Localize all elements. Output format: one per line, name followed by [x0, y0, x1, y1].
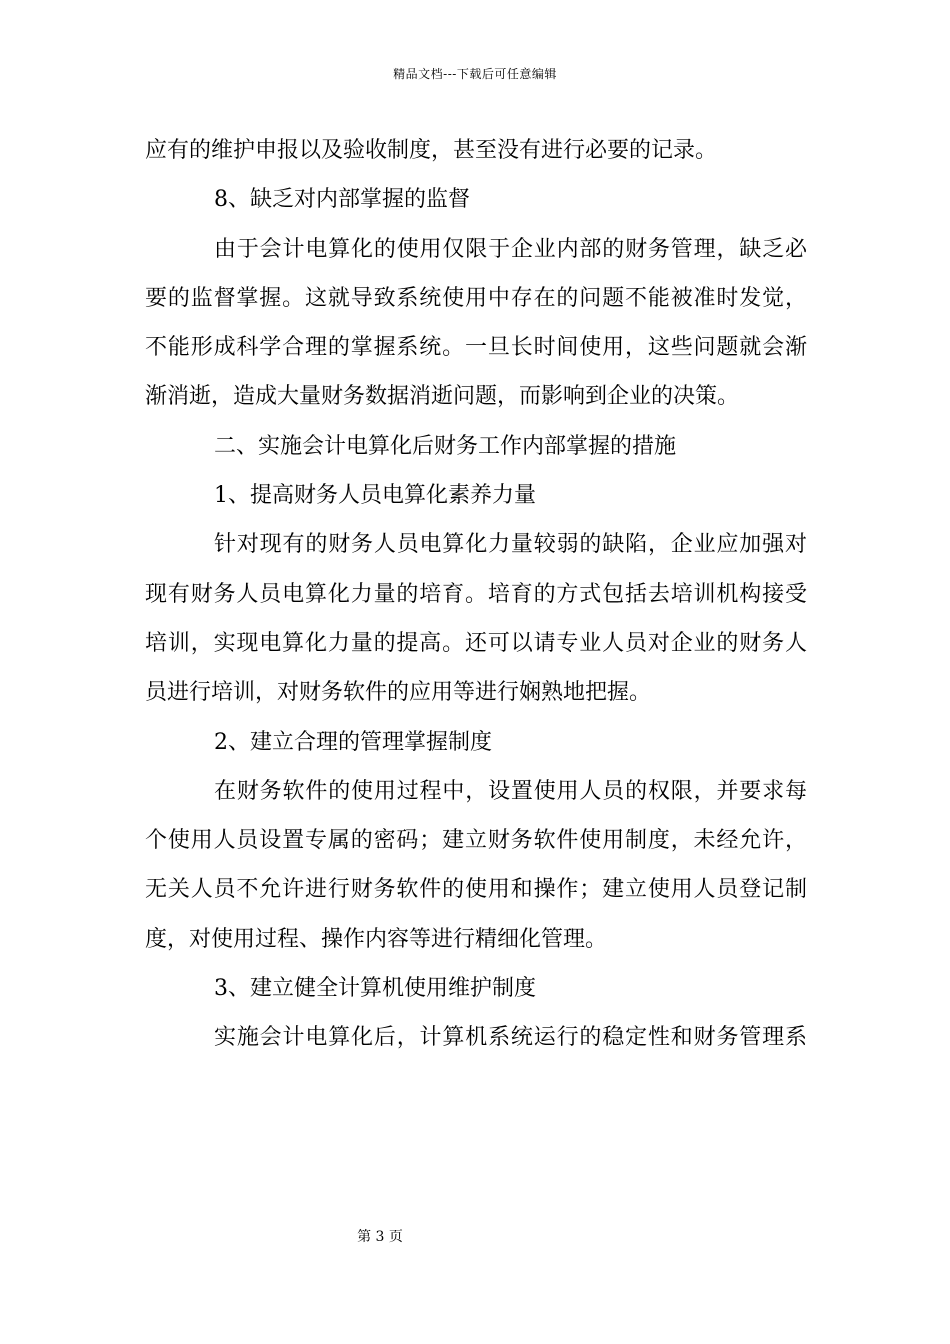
paragraph-line: 度，对使用过程、操作内容等进行精细化管理。	[145, 926, 608, 952]
page-number: 第 3 页	[357, 1229, 403, 1245]
section-heading-2: 二、实施会计电算化后财务工作内部掌握的措施	[214, 433, 677, 459]
paragraph-line: 员进行培训，对财务软件的应用等进行娴熟地把握。	[145, 680, 652, 706]
paragraph-line: 不能形成科学合理的掌握系统。一旦长时间使用，这些问题就会渐	[145, 335, 807, 361]
paragraph-line: 无关人员不允许进行财务软件的使用和操作；建立使用人员登记制	[145, 877, 807, 903]
document-body	[145, 126, 807, 1063]
paragraph-line: 实施会计电算化后，计算机系统运行的稳定性和财务管理系	[214, 1025, 807, 1051]
paragraph-line: 针对现有的财务人员电算化力量较弱的缺陷，企业应加强对	[214, 532, 807, 558]
paragraph-line: 应有的维护申报以及验收制度，甚至没有进行必要的记录。	[145, 138, 718, 163]
paragraph-line: 由于会计电算化的使用仅限于企业内部的财务管理，缺乏必	[214, 236, 807, 262]
subsection-heading-2: 2、建立合理的管理掌握制度	[214, 729, 492, 755]
subsection-heading-1: 1、提高财务人员电算化素养力量	[214, 483, 536, 509]
page-header: 精品文档---下载后可任意编辑	[393, 67, 557, 81]
paragraph-line: 要的监督掌握。这就导致系统使用中存在的问题不能被准时发觉，	[145, 285, 807, 311]
paragraph-line: 在财务软件的使用过程中，设置使用人员的权限，并要求每	[214, 778, 807, 804]
subsection-heading-3: 3、建立健全计算机使用维护制度	[214, 976, 536, 1002]
paragraph-line: 渐消逝，造成大量财务数据消逝问题，而影响到企业的决策。	[145, 384, 740, 410]
paragraph-line: 个使用人员设置专属的密码；建立财务软件使用制度，未经允许，	[145, 828, 807, 854]
section-heading-8: 8、缺乏对内部掌握的监督	[214, 187, 470, 213]
paragraph-line: 现有财务人员电算化力量的培育。培育的方式包括去培训机构接受	[145, 581, 807, 607]
paragraph-line: 培训，实现电算化力量的提高。还可以请专业人员对企业的财务人	[145, 630, 807, 656]
